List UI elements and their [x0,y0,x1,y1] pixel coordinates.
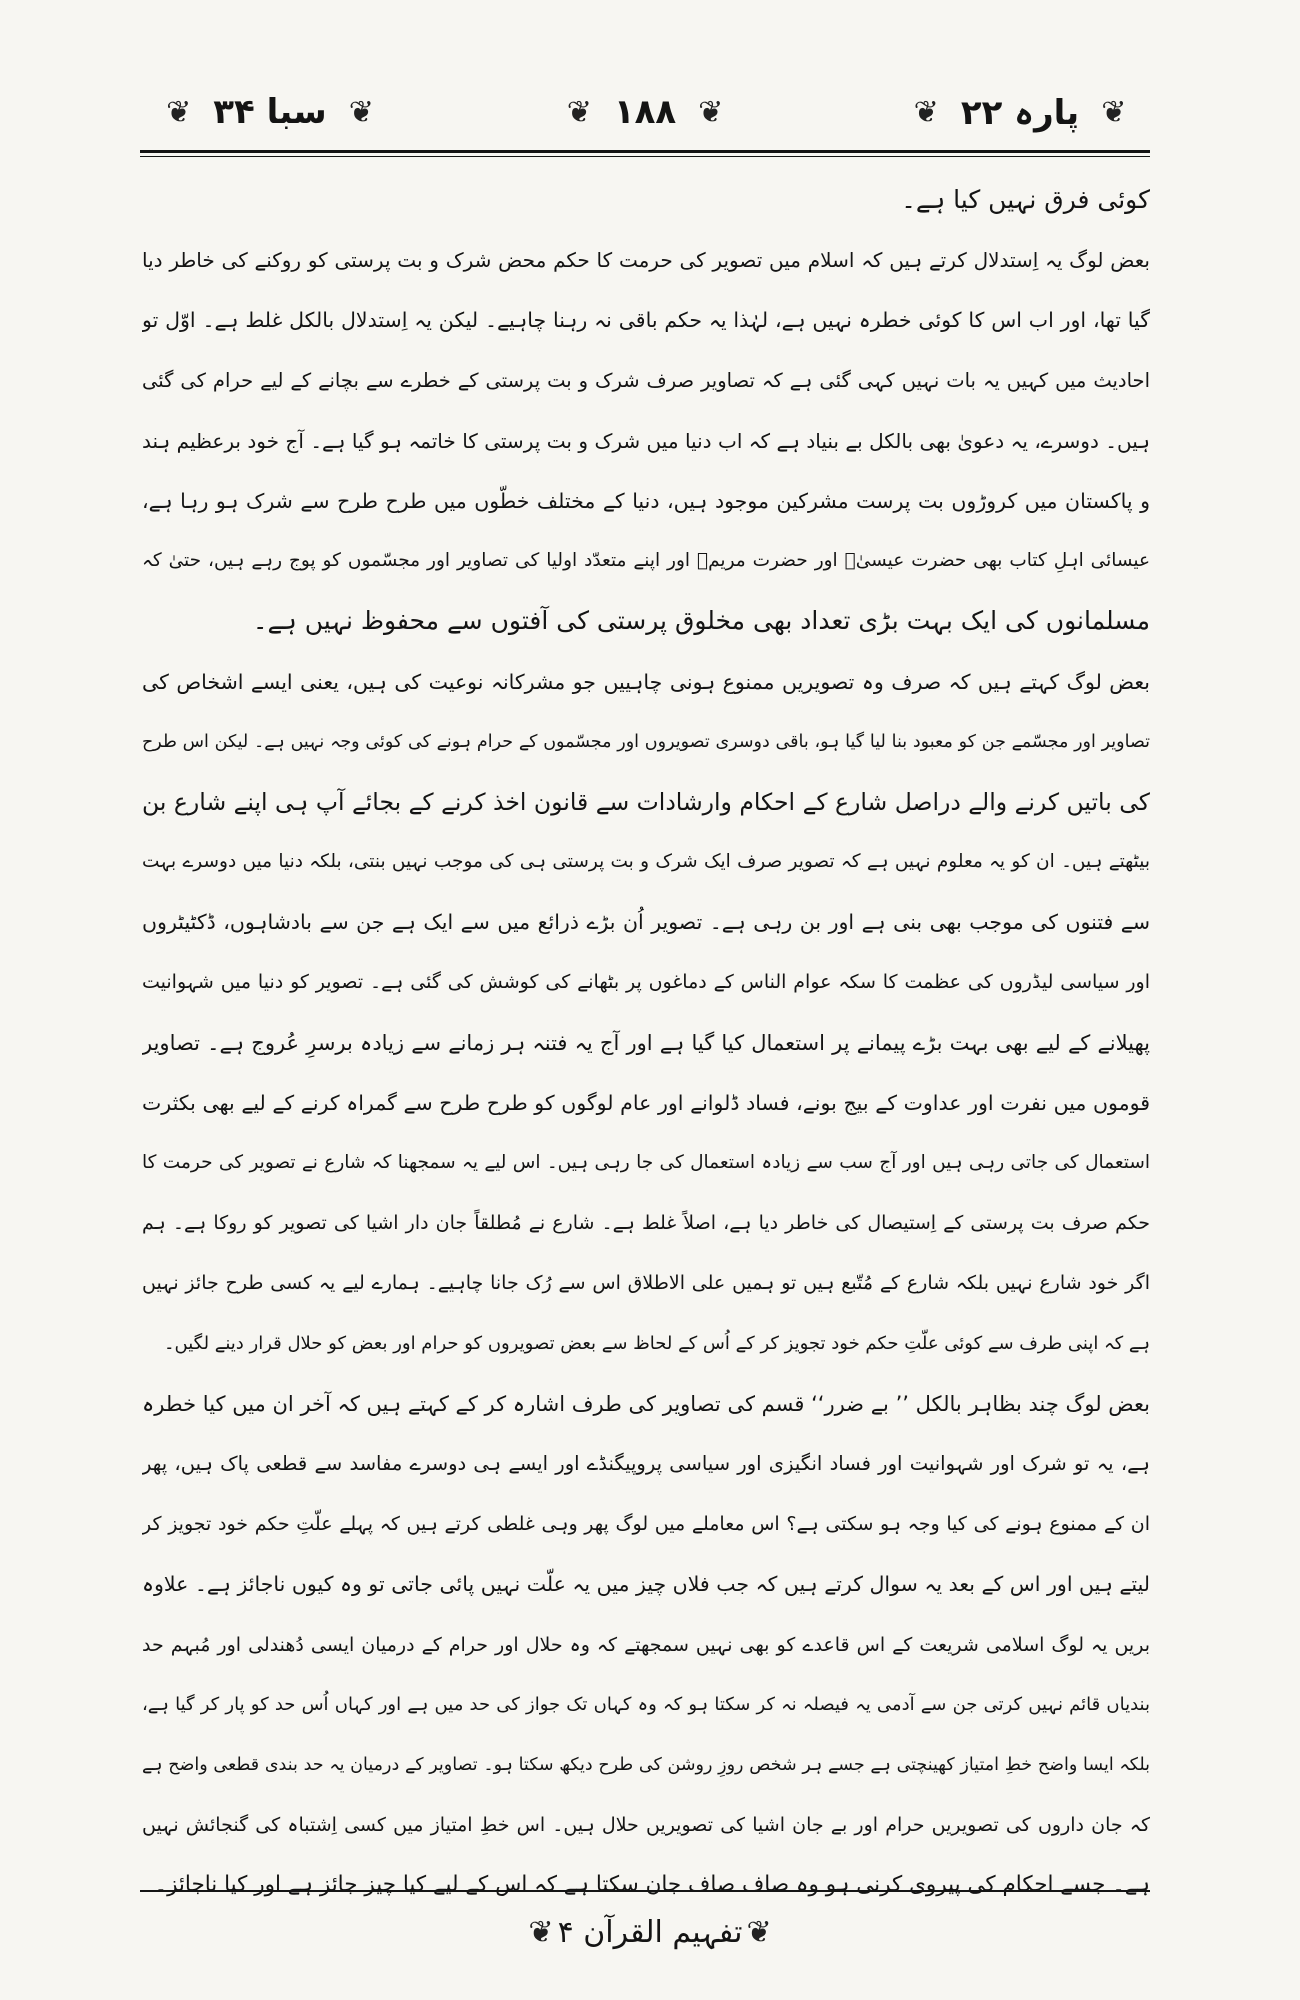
text-line: مسلمانوں کی ایک بہت بڑی تعداد بھی مخلوق پرستی کی آفتوں سے محفوظ نہیں ہے۔ [252,606,1150,636]
page-header [140,78,1150,148]
text-line: استعمال کی جاتی رہی ہیں اور آج سب سے زیادہ استعمال کی جا رہی ہیں۔ اس لیے یہ سمجھنا کہ شارع نے تصویر کی حرمت کا [142,1152,1150,1173]
ornament-icon: ❦ [348,94,374,130]
ornament-icon: ❦ [566,94,592,130]
text-line: بلکہ ایسا واضح خطِ امتیاز کھینچتی ہے جسے ہر شخص روزِ روشن کی طرح دیکھ سکتا ہو۔ تصاویر کے درمیان یہ حد بندی قطعی واضح ہے [142,1754,1150,1775]
page-body [142,170,1150,1915]
surah-label: سبا ۳۴ [213,92,327,132]
text-line: ہیں۔ دوسرے، یہ دعویٰ بھی بالکل بے بنیاد ہے کہ اب دنیا میں شرک و بت پرستی کا خاتمہ ہو گیا ہے۔ آج خود برعظیم ہند [142,428,1150,453]
text-line: بعض لوگ یہ اِستدلال کرتے ہیں کہ اسلام میں تصویر کی حرمت کا حکم محض شرک و بت پرستی کو روکنے کی خاطر دیا [142,248,1150,273]
text-line: عیسائی اہلِ کتاب بھی حضرت عیسیٰؑ اور حضرت مریمؑ اور اپنے متعدّد اولیا کی تصاویر اور مجسّموں کو پوج رہے ہیں، حتیٰ کہ [142,550,1150,572]
header-rule [140,150,1150,153]
header-rule-thin [140,156,1150,157]
page-number: ۱۸۸ [613,92,677,132]
ornament-icon: ❦ [166,94,192,130]
text-line: بریں یہ لوگ اسلامی شریعت کے اس قاعدے کو بھی نہیں سمجھتے کہ وہ حلال اور حرام کے درمیان ایسی دُھندلی اور مُبہم حد [142,1633,1150,1656]
footer-rule [140,1890,1150,1892]
text-line: ان کے ممنوع ہونے کی کیا وجہ ہو سکتی ہے؟ اس معاملے میں لوگ پھر وہی غلطی کرتے ہیں کہ پہلے علّتِ حکم خود تجویز کر [142,1513,1150,1536]
text-line: لیتے ہیں اور اس کے بعد یہ سوال کرتے ہیں کہ جب فلاں چیز میں یہ علّت نہیں پائی جاتی تو وہ کیوں ناجائز ہے۔ علاوہ [142,1572,1150,1597]
text-line: بندیاں قائم نہیں کرتی جن سے آدمی یہ فیصلہ نہ کر سکتا ہو کہ وہ کہاں تک جواز کی حد میں ہے اور کہاں اُس حد کو پار کر گیا ہے، [142,1693,1150,1715]
text-line: پھیلانے کے لیے بھی بہت بڑے پیمانے پر استعمال کیا گیا ہے اور آج یہ فتنہ ہر زمانے سے زیادہ برسرِ عُروج ہے۔ تصاویر [142,1030,1150,1055]
paragraph [142,652,1150,1374]
text-line: گیا تھا، اور اب اس کا کوئی خطرہ نہیں ہے، لہٰذا یہ حکم باقی نہ رہنا چاہیے۔ لیکن یہ اِستدلال بالکل غلط ہے۔ اوّل تو [142,308,1150,333]
juz-cartouche [890,86,1150,138]
text-line: و پاکستان میں کروڑوں بت پرست مشرکین موجود ہیں، دنیا کے مختلف خطّوں میں طرح طرح سے شرک ہو رہا ہے، [142,488,1150,513]
page-number-cartouche [515,86,775,138]
paragraph [142,230,1150,651]
text-line: اور سیاسی لیڈروں کی عظمت کا سکہ عوام الناس کے دماغوں پر بٹھانے کی کوشش کی گئی ہے۔ تصویر کو دنیا میں شہوانیت [142,971,1150,994]
text-line: بعض لوگ چند بظاہر بالکل ’’ بے ضرر‘‘ قسم کی تصاویر کی طرف اشارہ کر کے کہتے ہیں کہ آخر ان میں کیا خطرہ [142,1391,1150,1416]
text-line: ہے، یہ تو شرک اور شہوانیت اور فساد انگیزی اور سیاسی پروپیگنڈے اور ایسے ہی دوسرے مفاسد سے قطعی پاک ہیں، پھر [142,1451,1150,1475]
text-line: تصاویر اور مجسّمے جن کو معبود بنا لیا گیا ہو، باقی دوسری تصویروں اور مجسّموں کے حرام ہونے کی کوئی وجہ نہیں ہے۔ لیکن اس طرح [142,731,1150,752]
surah-cartouche [140,86,400,138]
paragraph [142,170,1150,230]
text-line: قوموں میں نفرت اور عداوت کے بیج بونے، فساد ڈلوانے اور عام لوگوں کو طرح طرح سے گمراہ کرنے کے لیے بھی بکثرت [142,1090,1150,1115]
text-line: بیٹھتے ہیں۔ ان کو یہ معلوم نہیں ہے کہ تصویر صرف ایک شرک و بت پرستی ہی کی موجب نہیں بنتی، بلکہ دنیا میں دوسرے بہت [142,851,1150,873]
ornament-icon: ❦ [698,94,724,130]
text-line: ہے کہ اپنی طرف سے کوئی علّتِ حکم خود تجویز کر کے اُس کے لحاظ سے بعض تصویروں کو حرام اور بعض کو حلال قرار دینے لگیں۔ [163,1332,1150,1354]
text-line: کوئی فرق نہیں کیا ہے۔ [901,185,1150,214]
text-line: حکم صرف بت پرستی کے اِستیصال کی خاطر دیا ہے، اصلاً غلط ہے۔ شارع نے مُطلقاً جان دار اشیا کی تصویر کو روکا ہے۔ ہم [142,1212,1150,1235]
juz-label: پارہ ۲۲ [960,92,1080,133]
ornament-icon: ❦ [1101,94,1127,130]
text-line: بعض لوگ کہتے ہیں کہ صرف وہ تصویریں ممنوع ہونی چاہییں جو مشرکانہ نوعیت کی ہیں، یعنی ایسے اشخاص کی [142,669,1150,694]
ornament-icon: ❦ [528,1914,554,1950]
paragraph [142,1374,1150,1916]
text-line: کہ جان داروں کی تصویریں حرام اور بے جان اشیا کی تصویریں حلال ہیں۔ اس خطِ امتیاز میں کسی اِشتباہ کی گنجائش نہیں [142,1814,1150,1837]
book-title: تفہیم القرآن ۴ [557,1914,743,1950]
page-footer [520,1902,780,1962]
text-line: احادیث میں کہیں یہ بات نہیں کہی گئی ہے کہ تصاویر صرف شرک و بت پرستی کے خطرے سے بچانے کے لیے حرام کی گئی [142,368,1150,392]
text-line: کی باتیں کرنے والے دراصل شارع کے احکام وارشادات سے قانون اخذ کرنے کے بجائے آپ ہی اپنے شارع بن [142,787,1150,816]
ornament-icon: ❦ [913,94,939,130]
text-line: ہے۔ جسے احکام کی پیروی کرنی ہو وہ صاف صاف جان سکتا ہے کہ اس کے لیے کیا چیز جائز ہے اور کیا ناجائز۔ [154,1872,1150,1898]
ornament-icon: ❦ [746,1914,772,1950]
text-line: سے فتنوں کی موجب بھی بنی ہے اور بن رہی ہے۔ تصویر اُن بڑے ذرائع میں سے ایک ہے جن سے بادشاہوں، ڈکٹیٹروں [142,910,1150,935]
text-line: اگر خود شارع نہیں بلکہ شارع کے مُتّبع ہیں تو ہمیں علی الاطلاق اس سے رُک جانا چاہیے۔ ہمارے لیے یہ کسی طرح جائز نہیں [142,1272,1150,1295]
